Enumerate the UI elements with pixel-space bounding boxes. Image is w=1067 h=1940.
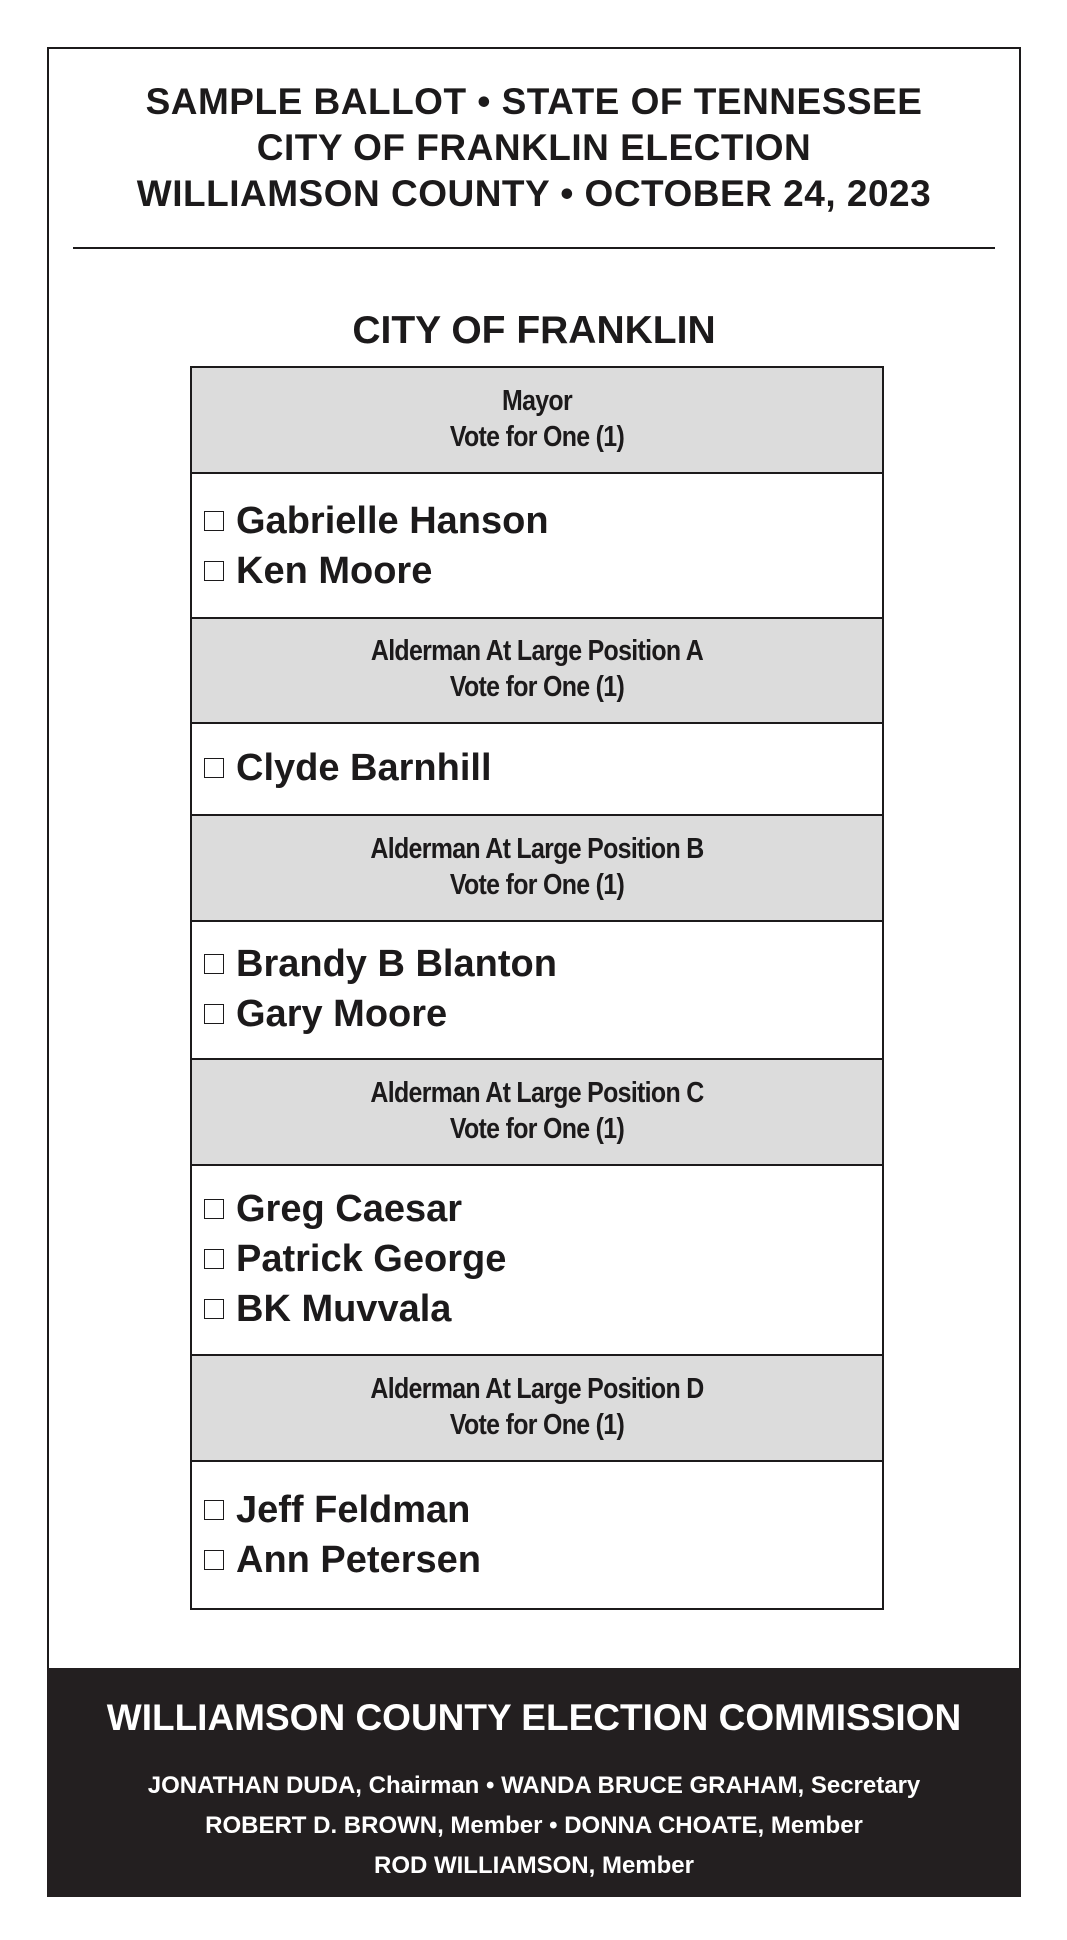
- office-header-position-b: [192, 816, 882, 922]
- candidate-option[interactable]: [192, 1535, 882, 1585]
- checkbox-icon[interactable]: [204, 954, 224, 974]
- header-line-3: WILLIAMSON COUNTY • OCTOBER 24, 2023: [136, 173, 932, 214]
- candidate-name: Brandy B Blanton: [236, 942, 557, 985]
- candidate-option[interactable]: [192, 743, 882, 793]
- office-header-position-c: [192, 1060, 882, 1166]
- candidate-list-mayor: [192, 474, 882, 619]
- candidate-option[interactable]: [192, 1184, 882, 1234]
- candidate-name: Gabrielle Hanson: [236, 499, 549, 542]
- ballot-table: [190, 366, 884, 1610]
- checkbox-icon[interactable]: [204, 1550, 224, 1570]
- header-line-2: CITY OF FRANKLIN ELECTION: [256, 127, 812, 168]
- ballot-header: [49, 79, 1019, 217]
- checkbox-icon[interactable]: [204, 561, 224, 581]
- candidate-name: Ken Moore: [236, 549, 433, 592]
- office-instruction: Vote for One (1): [449, 671, 625, 703]
- candidate-list-position-b: [192, 922, 882, 1060]
- office-instruction: Vote for One (1): [449, 1409, 625, 1441]
- commission-members: [47, 1766, 1021, 1886]
- office-name: Alderman At Large Position A: [370, 635, 704, 667]
- checkbox-icon[interactable]: [204, 1249, 224, 1269]
- candidate-name: BK Muvvala: [236, 1287, 452, 1330]
- checkbox-icon[interactable]: [204, 1500, 224, 1520]
- office-name: Alderman At Large Position D: [370, 1373, 704, 1405]
- section-title: CITY OF FRANKLIN: [352, 309, 716, 352]
- candidate-name: Patrick George: [236, 1237, 507, 1280]
- commission-footer: [47, 1668, 1021, 1897]
- office-header-position-d: [192, 1356, 882, 1462]
- candidate-name: Clyde Barnhill: [236, 746, 492, 789]
- candidate-option[interactable]: [192, 1284, 882, 1334]
- office-instruction: Vote for One (1): [449, 869, 625, 901]
- candidate-option[interactable]: [192, 546, 882, 596]
- members-line-1: JONATHAN DUDA, Chairman • WANDA BRUCE GRAHAM, Secretary: [147, 1772, 921, 1799]
- candidate-list-position-a: [192, 724, 882, 816]
- office-header-mayor: [192, 368, 882, 474]
- office-name: Alderman At Large Position C: [370, 1077, 704, 1109]
- candidate-name: Ann Petersen: [236, 1538, 481, 1581]
- header-line-1: SAMPLE BALLOT • STATE OF TENNESSEE: [145, 81, 923, 122]
- checkbox-icon[interactable]: [204, 1199, 224, 1219]
- checkbox-icon[interactable]: [204, 511, 224, 531]
- candidate-option[interactable]: [192, 989, 882, 1039]
- office-instruction: Vote for One (1): [449, 421, 625, 453]
- header-divider: [73, 247, 995, 249]
- candidate-name: Jeff Feldman: [236, 1488, 471, 1531]
- candidate-option[interactable]: [192, 939, 882, 989]
- candidate-name: Greg Caesar: [236, 1187, 463, 1230]
- candidate-option[interactable]: [192, 1485, 882, 1535]
- office-name: Alderman At Large Position B: [370, 833, 704, 865]
- members-line-2: ROBERT D. BROWN, Member • DONNA CHOATE, Member: [205, 1812, 863, 1839]
- office-instruction: Vote for One (1): [449, 1113, 625, 1145]
- candidate-list-position-c: [192, 1166, 882, 1356]
- candidate-option[interactable]: [192, 496, 882, 546]
- checkbox-icon[interactable]: [204, 1299, 224, 1319]
- office-header-position-a: [192, 619, 882, 724]
- checkbox-icon[interactable]: [204, 758, 224, 778]
- members-line-3: ROD WILLIAMSON, Member: [373, 1852, 694, 1879]
- ballot-frame: [47, 47, 1021, 1897]
- office-name: Mayor: [501, 385, 573, 417]
- candidate-name: Gary Moore: [236, 992, 448, 1035]
- commission-title: WILLIAMSON COUNTY ELECTION COMMISSION: [106, 1697, 962, 1738]
- candidate-option[interactable]: [192, 1234, 882, 1284]
- checkbox-icon[interactable]: [204, 1004, 224, 1024]
- candidate-list-position-d: [192, 1462, 882, 1608]
